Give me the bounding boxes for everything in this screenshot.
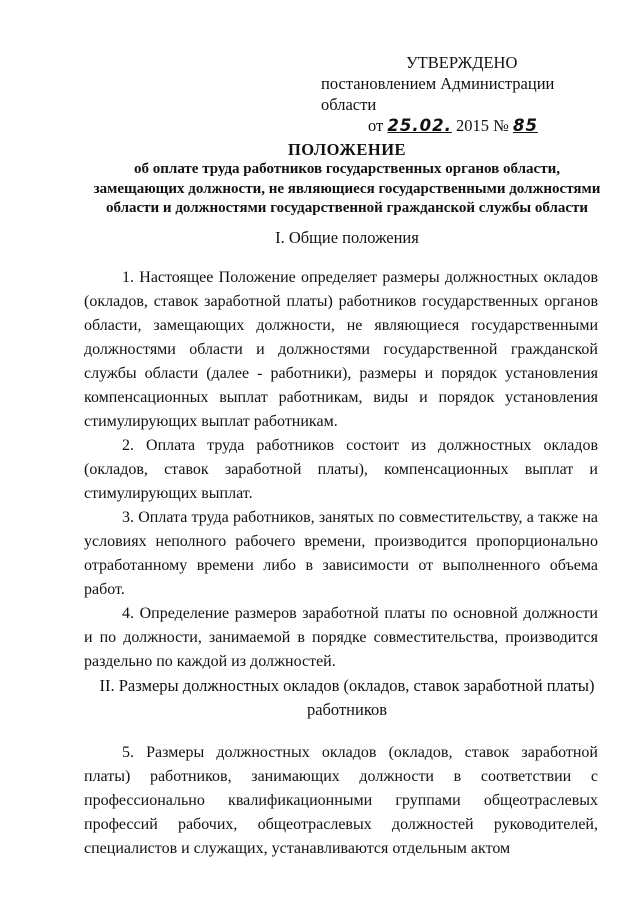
paragraph-2: 2. Оплата труда работников состоит из должностных окладов (окладов, ставок заработной платы), компенсационных выплат и стимулирующих выплат. (84, 437, 598, 502)
paragraph-4: 4. Определение размеров заработной платы по основной должности и по должности, занимаемой в порядке совместительства, производится раздельно по каждой из должностей. (84, 605, 598, 670)
section-2-heading-line-1: II. Размеры должностных окладов (окладов, ставок заработной платы) (99, 676, 595, 695)
approval-heading: УТВЕРЖДЕНО (406, 53, 518, 72)
approval-number-handwritten: 85 (512, 116, 538, 135)
title-subtitle-2: замещающих должности, не являющиеся государственными должностями (93, 180, 601, 197)
approval-stamp (300, 52, 600, 136)
section-2-heading-line-2: работников (306, 700, 388, 719)
section-2-body (84, 741, 598, 861)
title-subtitle-1: об оплате труда работников государственных органов области, (134, 161, 560, 177)
paragraph-3: 3. Оплата труда работников, занятых по совместительству, а также на условиях неполного рабочего времени, производится пропорционально отработанному времени либо в зависимости от выполненного объема работ. (84, 509, 598, 598)
section-1-body (84, 266, 598, 674)
title-main: ПОЛОЖЕНИЕ (287, 140, 407, 159)
approval-date-line (300, 115, 600, 136)
approval-authority: постановлением Администрации области (321, 74, 555, 114)
paragraph-5: 5. Размеры должностных окладов (окладов, ставок заработной платы) работников, занимающих должности в соответствии с профессионально квалификационными группами общеотраслевых профессий рабочих, общеотраслевых должностей руководителей, специалистов и служащих, устанавливаются отдельным актом (84, 744, 598, 857)
approval-year-number-label: 2015 № (455, 116, 509, 135)
approval-date-handwritten: 25.02. (387, 116, 452, 135)
document-title (84, 140, 610, 219)
section-1-heading: I. Общие положения (275, 228, 419, 247)
section-2-heading (84, 674, 610, 722)
paragraph-1: 1. Настоящее Положение определяет размеры должностных окладов (окладов, ставок заработной платы) работников государственных органов области, замещающих должности, не являющиеся государственными должностями области и должностями государственной гражданской службы области (далее - работники), размеры и порядок установления компенсационных выплат работникам, виды и порядок установления стимулирующих выплат работникам. (84, 269, 598, 430)
approval-from-label: от (368, 116, 384, 135)
title-subtitle-3: области и должностями государственной гражданской службы области (105, 200, 589, 216)
